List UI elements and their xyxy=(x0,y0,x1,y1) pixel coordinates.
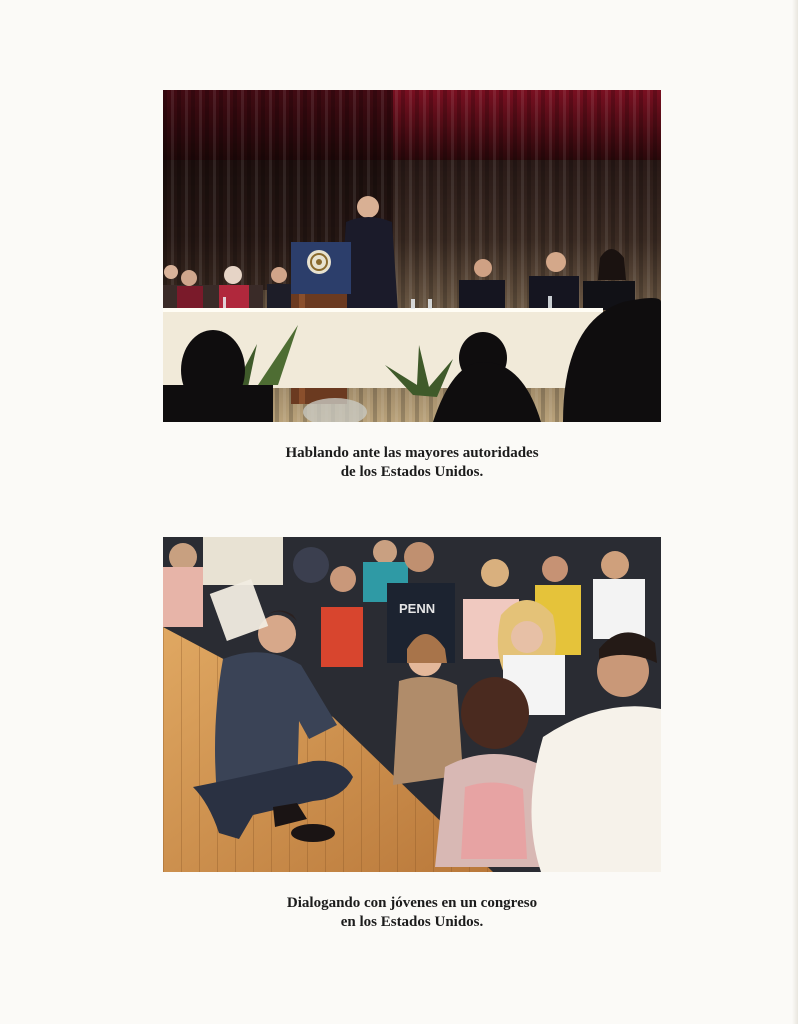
photo-youth-dialogue xyxy=(163,537,661,872)
presidential-seal-icon xyxy=(307,250,331,274)
caption-photo-1 xyxy=(163,444,661,482)
page-edge xyxy=(792,0,798,1024)
caption-photo-2 xyxy=(163,894,661,932)
caption-photo-1-line-1: Hablando ante las mayores autoridades xyxy=(285,445,539,461)
caption-photo-2-line-1: Dialogando con jóvenes en un congreso xyxy=(286,895,538,911)
photo-podium-speech xyxy=(163,90,661,422)
svg-text:PENN: PENN xyxy=(399,601,436,616)
caption-photo-1-line-2: de los Estados Unidos. xyxy=(340,464,484,480)
caption-photo-2-line-2: en los Estados Unidos. xyxy=(340,914,484,930)
